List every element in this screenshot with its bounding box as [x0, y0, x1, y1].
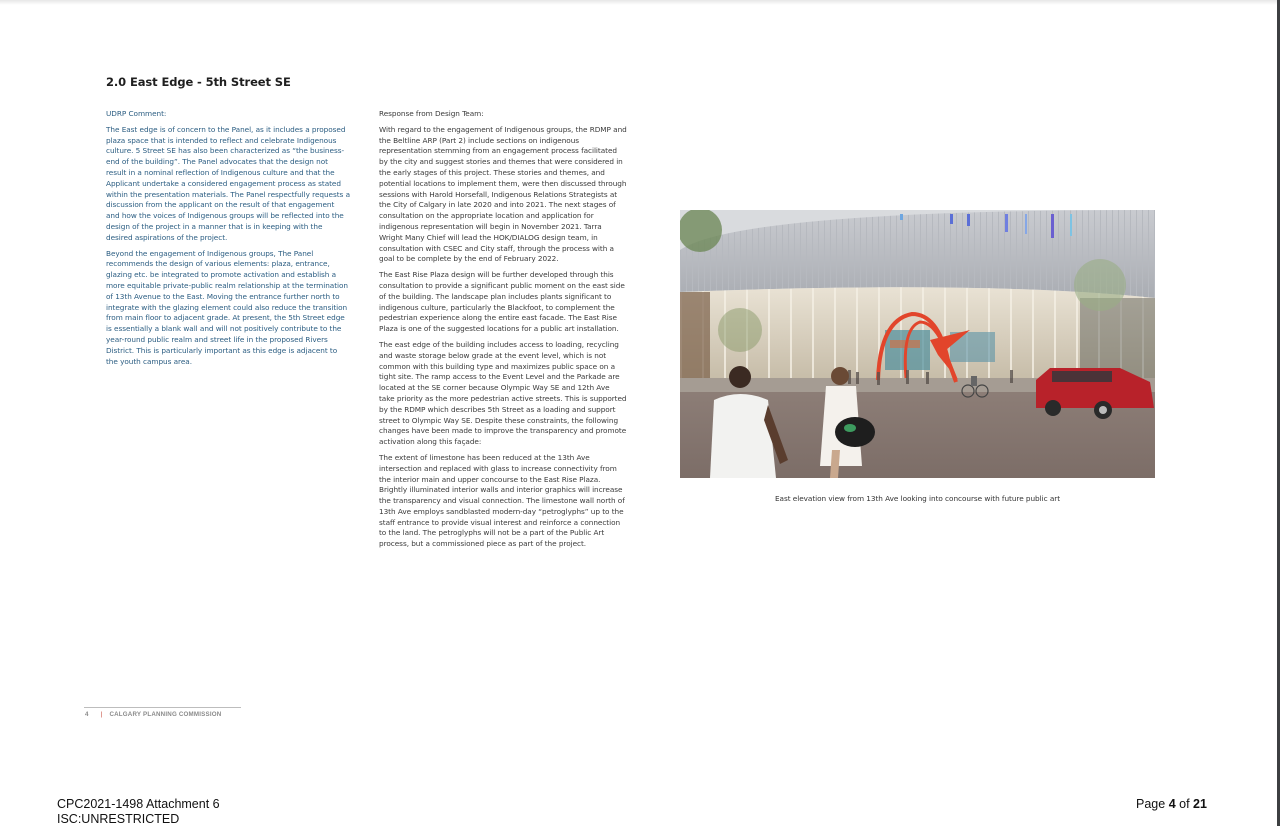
- response-label: Response from Design Team:: [379, 109, 484, 118]
- total-pages: 21: [1193, 797, 1207, 811]
- page-footer-publication: CALGARY PLANNING COMMISSION: [109, 711, 222, 718]
- classification: ISC:UNRESTRICTED: [57, 812, 180, 826]
- response-paragraph: The East Rise Plaza design will be further developed through this consultation to provide a significant public moment on the east side of the building. The landscape plan includes plants significant to indigenous culture, particularly the Blackfoot, to complement the pedestrian experience along the entire east facade. The East Rise Plaza is one of the suggested locations for a public art installation.: [379, 270, 625, 334]
- footer-separator: |: [100, 711, 103, 718]
- page-footer: [85, 711, 221, 718]
- viewer-top-shadow: [0, 0, 1278, 5]
- page-footer-divider: [84, 707, 241, 708]
- east-elevation-rendering: [680, 210, 1155, 478]
- rendering-illustration: [680, 210, 1155, 478]
- udrp-paragraph: Beyond the engagement of Indigenous groups, The Panel recommends the design of various elements: plaza, entrance, glazing etc. be integrated to promote activation and establish a more equitable private-public realm relationship at the termination of 13th Avenue to the East. Moving the entrance further north to integrate with the glazing element could also reduce the transition from main floor to adjacent grade. At present, the 5th Street edge is essentially a blank wall and will not positively contribute to the year-round public realm and street life in the proposed Rivers District. This is particularly important as this edge is adjacent to the youth campus area.: [106, 248, 348, 366]
- response-paragraph: The east edge of the building includes access to loading, recycling and waste storage below grade at the event level, which is not common with this building type and maximizes public space on a tight site. The ramp access to the Event Level and the Parkade are located at the SE corner because Olympic Way SE and 12th Ave take priority as the more pedestrian active streets. This is supported by the RDMP which describes 5th Street as a loading and support street to Olympic Way SE. Despite these constraints, the following changes have been made to improve the transparency and promote activation along this façade:: [379, 339, 627, 447]
- attachment-id: CPC2021-1498 Attachment 6: [57, 797, 220, 811]
- udrp-paragraph: The East edge is of concern to the Panel, as it includes a proposed plaza space that is intended to reflect and celebrate Indigenous culture. 5 Street SE has also been characterized as “the business-end of the building”. The Panel advocates that the design not result in a nominal reflection of Indigenous culture and that the Applicant undertake a considered engagement process as stated within the presentation materials. The Panel respectfully requests a discussion from the applicant on the result of that engagement and how the voices of Indigenous groups will be reflected into the design of the project in a manner that is in keeping with the desired aspirations of the project.: [106, 124, 350, 242]
- response-paragraph: With regard to the engagement of Indigenous groups, the RDMP and the Beltline ARP (Part 2) include sections on indigenous representation stemming from an engagement process facilitated by the city and suggest stories and themes that were considered in the early stages of this project. These stories and themes, and potential locations to implement them, were then discussed through sessions with Harold Horsefall, Indigenous Relations Strategists at the City of Calgary in late 2020 and into 2021. The next stages of consultation on the appropriate location and application for indigenous representation will begin in November 2021. Tarra Wright Many Chief will lead the HOK/DIALOG design team, in consultation with CSEC and City staff, through the process with a goal to be complete by the end of February 2022.: [379, 124, 627, 264]
- design-team-response-column: [379, 109, 627, 555]
- page-indicator: [1136, 797, 1207, 811]
- udrp-comment-label: UDRP Comment:: [106, 109, 167, 118]
- figure-caption: East elevation view from 13th Ave looking into concourse with future public art: [774, 494, 1061, 503]
- response-paragraph: The extent of limestone has been reduced at the 13th Ave intersection and replaced with glass to increase connectivity from the interior main and upper concourse to the East Rise Plaza. Brightly illuminated interior walls and interior graphics will increase the transparency and visual connection. The limestone wall north of 13th Ave employs sandblasted modern-day “petroglyphs” up to the staff entrance to provide visual interest and reinforce a connection to the land. The petroglyphs will not be a part of the Public Art process, but a commissioned piece as part of the project.: [379, 452, 625, 549]
- page-prefix: Page: [1136, 797, 1166, 811]
- udrp-comment-column: [106, 109, 350, 372]
- page-footer-number: 4: [85, 711, 89, 718]
- document-attachment-info: [57, 797, 220, 827]
- section-heading: 2.0 East Edge - 5th Street SE: [106, 75, 291, 89]
- page-of: of: [1179, 797, 1190, 811]
- current-page: 4: [1168, 797, 1176, 811]
